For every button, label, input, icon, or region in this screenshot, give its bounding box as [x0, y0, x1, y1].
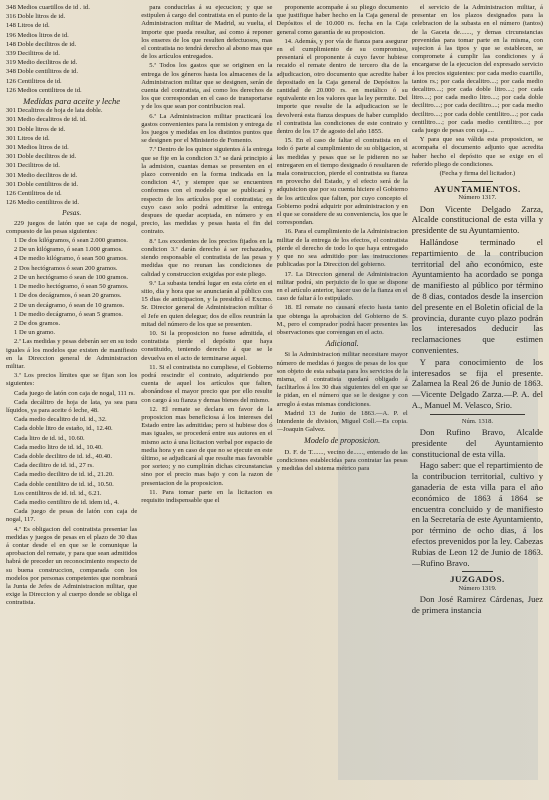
paragraph: Madrid 13 de Junio de 1863.—A. P. el Intendente de division, Miguel Coll.—Es copia.—Joaquin Galvez.: [276, 409, 408, 434]
notice-paragraph: Hago saber: que el repartimiento de la contribucion territorial, cultivo y ganaderia de esta villa para el año económico de 1863 á 1864 se encuentra concluido y de manifiesto en la Secretaría de este Ayuntamiento, por término de ocho dias, á los efectos prevenidos por la ley. Cabezas Rubias de Leon 12 de Junio de 1863.—Rufino Bravo.: [411, 460, 543, 568]
measure-item: 301 Medio decalitros de id. id.: [6, 116, 87, 124]
paragraph: 2 De un hectógramo ó sean de 100 gramos.: [14, 273, 129, 281]
measure-item: 301 Decalitros de hoja de lata doble.: [6, 107, 103, 115]
paragraph: 4.ª Es obligacion del contratista presentar las medidas y juegos de pesas en el plazo de 30 dias á contar desde el en que se le comunique la aprobacion del remate, y para que sean admitidos habrá de preceder un reconocimiento respecto de su buena construccion, comparada con los modelos por personas competentes que nombrará la Junta de Jefes de Administracion militar, que exige la Direccion y al cuerpo donde se obliga el contratista.: [6, 525, 138, 607]
paragraph: 2 De un decágramo, ó sean de 10 gramos.: [14, 301, 125, 309]
column-1-body: [6, 220, 137, 608]
paragraph: 10. Si la proposicion no fuese admitida, el contratista pierde el depósito que haya constituido, teniendo derecho á que se le devuelva en el acto de terminarse aquel.: [141, 329, 273, 362]
paragraph: 11. Para tomar parte en la licitacion es requisito indispensable que el: [141, 488, 273, 504]
measure-item: 348 Doble centilitros de id.: [6, 68, 78, 76]
paragraph: 7.ª Dentro de los quince siguientes á la entrega que se fije en la condicion 3.ª se dará principio á la admision, cuantas demas se presenten en el plazo convenido en la forma indicada en la condicion 4.ª, y siempre que se encuentren conformes con el modelo que se publicará y respecto de los artículos por el contratista; en cuyo caso solo podrá admitirse la entrega despues de quedar aceptada, en número y en precio, las medidas y pesas hasta el fin del contrato.: [141, 146, 273, 236]
paragraph: Cada doble litro de estaño, id., 12.40.: [14, 425, 113, 433]
paragraph: Cada juego de latón con caja de nogal, 111 rs.: [14, 389, 135, 397]
paragraph: 12. El remate se declara en favor de la proposicion mas beneficiosa á los intereses del Estado entre las admitidas; pero si hubiese dos ó mas iguales, se procederá entre sus autores en el mismo acto á una licitacion verbal por espacio de media hora y en caso de que no se ejecute en este último, se adjudicará al que resulte mas favorable por sorteo; y no cumplirán dichas circunstancias sino por el precio mas bajo y con la razon de presentacion de la proposicion.: [141, 405, 273, 487]
notice-1319: [412, 594, 543, 616]
paragraph: D. F. de T......., vecino de......, enterado de las condiciones establecidas para contratar las pesas y medidas del sistema métrico para: [276, 448, 408, 472]
paragraph: 14. Además, y por vía de fianza para asegurar en el cumplimiento de su compromiso, presentará el proponente á cuyo favor hubiese recaido el remate dentro de tercero dia de la adjudicacion, otro documento que acredite haber depositado en la Caja general de Depósitos la cantidad de 20.000 rs. en metálico ó su equivalente en los valores que la ley permite. Del importe que resulte de la adjudicacion se le devolverá esta fianza despues de haber cumplido el contratista las condiciones de este contrato y dentro de los 17 de agosto del año 1855.: [276, 37, 408, 136]
measure-item: 348 Medios cuartillos de id . id.: [6, 4, 90, 11]
notice-1319-text: Don José Ramirez Cárdenas, Juez de primera instancia: [411, 593, 543, 615]
paragraph: 1 De un gramo.: [14, 329, 56, 337]
notice-number-1317: Número 1317.: [458, 194, 497, 202]
paragraph: Adicional.: [325, 339, 359, 349]
notice-1317: [412, 204, 543, 411]
measure-item: 126 Medios centilitros de id.: [6, 86, 82, 94]
list-medidas-top: [6, 4, 137, 95]
column-2-body: [141, 4, 272, 505]
paragraph: 11. Si el contratista no cumpliese, el Gobierno podrá rescindir el contrato, adquiriendo por cuenta de aquel los artículos que falten, abonándose el mayor precio que por ello resulte con cargo á su fianza y demas bienes del mismo.: [141, 363, 273, 404]
columns: [6, 4, 543, 796]
paragraph: Cada medio decilitro de id. id., 21.20.: [14, 471, 114, 479]
paragraph: Si la Administracion militar necesitare mayor número de medidas ó juegos de pesas de los que son objeto de esta subasta para los servicios de la misma, el contratista quedará obligado á facilitarlos á los 30 dias siguientes del en que se le pidan, en el número que se le designe y con arreglo á estas mismas condiciones.: [276, 351, 408, 408]
notice-number-1318: Núm. 1318.: [461, 417, 494, 425]
paragraph: Los centilitros de id. id. id., 6.21.: [14, 489, 102, 497]
list-medidas-aceite: [6, 107, 137, 207]
column-4-body: [412, 4, 543, 178]
measure-item: 301 Medios litros de id.: [6, 144, 69, 152]
heading-pesas: Pesas.: [62, 208, 82, 218]
paragraph: Modelo de proposicion.: [304, 436, 381, 446]
notice-paragraph: Hallándose terminado el repartimiento de la contribucion territorial del año económico, este Ayuntamiento ha acordado se ponga de manifiesto al público por término de 8 dias, contados desde la insercion del presente en el Boletin oficial de la provincia, durante cuyo plazo podrán los interesados deducir las reclamaciones que estimen convenientes.: [411, 237, 543, 356]
measure-item: 301 Doble litros de id.: [6, 125, 66, 133]
measure-item: 316 Doble litros de id.: [6, 13, 66, 21]
paragraph: el servicio de la Administracion militar, á presentar en los plazos designados para la celebracion de la subasta en el número (tantos) de la Gaceta de......., y demas circunstancias prevenidas para tomar parte en la misma, con sujecion á las tipos y que se establecen, se compromete á cumplir las condiciones y á encargarse de la ejecucion del expresado servicio á los precios siguientes: por cada medio cuartillo, tantos rs.; por cada decalitro....; por cada medio decalitro....; por cada doble litro....; por cada litro....; por cada medio litro....; por cada doble decilitro....; por cada decilitro....; por cada medio decilitro....; por cada doble centilitro....; por cada centilitro....; por cada medio centilitro....; por cada juego de pesas con caja....: [411, 4, 543, 135]
column-1: [6, 4, 137, 796]
divider: [462, 181, 493, 182]
column-3-body: [277, 4, 408, 473]
paragraph: 1 De medio hectógramo, ó sean 50 gramos.: [14, 283, 129, 291]
paragraph: 3.ª Los precios límites que se fijan son los siguientes:: [6, 372, 138, 388]
paragraph: 229 juegos de latón que se caja de nogal, compuesto de las pesas siguientes:: [6, 219, 138, 235]
paragraph: Y para que sea válida esta proposicion, se acompaña el documento adjunto que acredita haber hecho el depósito que se exige en el referido pliego de condiciones.: [411, 136, 543, 168]
measure-item: 301 Doble centilitros de id.: [6, 180, 78, 188]
column-4: [412, 4, 543, 796]
measure-item: 126 Medio centilitros de id.: [6, 199, 80, 207]
section-ayuntamientos: AYUNTAMIENTOS.: [433, 184, 521, 195]
paragraph: Cada medio centilitro de id. idem id., 4.: [14, 498, 119, 506]
measure-item: 301 Doble decilitros de id.: [6, 153, 77, 161]
notice-paragraph: Don Rufino Bravo, Alcalde presidente del Ayuntamiento constitucional de esta villa.: [411, 427, 543, 459]
measure-item: 126 Centilitros de id.: [6, 77, 62, 85]
measure-item: 301 Litros de id.: [6, 134, 50, 142]
paragraph: Cada medio litro de id. id., 10.40.: [14, 443, 103, 451]
column-2: [141, 4, 272, 796]
paragraph: 2 De dos gramos.: [14, 319, 61, 327]
paragraph: Cada doble decilitro de id. id., 40.40.: [14, 452, 112, 460]
paragraph: 8.ª Los excedentes de los precios fijados en la condicion 3.ª darán derecho á ser rechazados, siendo responsable el contratista de las pesas y medidas que no reunan las condiciones de calidad y construccion exigidas por este pliego.: [141, 237, 273, 278]
notice-number-1319: Número 1319.: [458, 584, 497, 592]
measure-item: 339 Decilitros de id.: [6, 50, 60, 58]
paragraph: 5.ª Todos los gastos que se originen en la entrega de los géneros hasta los almacenes de la Administracion militar que se designen, serán de cuenta del contratista, así como los derechos de los que correspondan en el caso de transportarse y de los que sean por contribucion real.: [141, 62, 273, 111]
paragraph: Cada litro de id. id., 10.60.: [14, 434, 85, 442]
divider: [430, 414, 525, 415]
heading-medidas-aceite: Medidas para aceite y leche: [23, 96, 121, 107]
measure-item: 319 Medio decilitros de id.: [6, 59, 78, 67]
paragraph: 2 De un kilógramo, ó sean 1.000 gramos.: [14, 246, 123, 254]
paragraph: 2.ª Las medidas y pesas deberán ser en su todo iguales á los modelos que existen de manifiesto en la Direccion general de Administracion militar.: [6, 338, 138, 370]
paragraph: 17. La Direccion general de Administracion militar podrá, sin perjuicio de lo que se dispone en el artículo anterior, hacer uso de la fianza en el caso de faltar á lo estipulado.: [276, 270, 408, 303]
paragraph: para conducirlas á su ejecucion; y que se estipulen á cargo del contratista en el punto de la Administracion militar de Madrid, su vuelta, el importe que pueda resultar, así como á reponer los enseres de los que resulten defectuosos, mas el contratista no tendrá derecho al abono mas que de los artículos entregados.: [141, 4, 273, 61]
measure-item: 301 Medio decilitros de id.: [6, 171, 78, 179]
measure-item: 148 Doble decilitros de id.: [6, 40, 77, 48]
paragraph: 1 De dos kilógramos, ó sean 2.000 gramos.: [14, 237, 128, 245]
paragraph: 1 De dos decágramos, ó sean 20 gramos.: [14, 292, 122, 300]
paragraph: Cada medio decalitro de id. id., 32.: [14, 416, 107, 424]
section-juzgados: JUZGADOS.: [450, 574, 505, 585]
notice-1318: [412, 427, 543, 568]
paragraph: 16. Para el cumplimiento de la Administracion militar de la entrega de los efectos, el contratista pierde el derecho de todo lo que haya entregado y que no sea admitido por las instrucciones publicadas por la Direccion del gobierno.: [276, 228, 408, 269]
paragraph: 15. En el caso de faltar el contratista en el todo ó parte al cumplimiento de su obligacion, si las medidas y pesas que se le pidieren no se entregaren en el tiempo designado ó resultaren de mala construccion, pierde el contratista su fianza en provecho del Estado, y el efecto será de la adquisicion que por su cuenta hiciere el Gobierno de los articulos que falten, por cuyo concepto el Gobierno podrá adquirir por administracion y en el que se considere de su conveniencia, los que le correspondan.: [276, 137, 408, 227]
paragraph: Cada decálitro de hoja de lata, ya sea para líquidos, ya para aceite ó leche, 48.: [6, 398, 138, 414]
paragraph: proponente acompañe á su pliego documento que justifique haber hecho en la Caja general de Depósitos el de 10.000 rs. fecha en la Caja general como garantía de su proposicion.: [276, 4, 408, 36]
notice-paragraph: Y para conocimiento de los interesados se fija el presente. Zalamea la Real 26 de Junio de 1863.—Vicente Delgado Zarza.—P. A. del A., Manuel M. Velasco, Srio.: [411, 356, 543, 411]
measure-item: 126 Centilitros de id.: [6, 190, 62, 198]
paragraph: 6.ª La Administracion militar practicará los gastos convenientes para la remision y entrega de los juegos y medidas en los distintos puntos que se designen por el Ministerio de Fomento.: [141, 112, 273, 145]
paragraph: 2 Dos hectógramos ó sean 200 gramos.: [14, 264, 118, 272]
paragraph: Cada juego de pesas de latón con caja de nogal, 117.: [6, 508, 138, 524]
paragraph: 4 De medio kilógramo, ó sean 500 gramos.: [14, 255, 128, 263]
measure-item: 148 Litros de id.: [6, 22, 50, 30]
measure-item: 196 Medios litros de id.: [6, 31, 69, 39]
paragraph: 18. El remate no causará efecto hasta tanto que obtenga la aprobacion del Gobierno de S. M., pero el comprador podrá hacer presentes las observaciones que convengan en el acto.: [276, 304, 408, 336]
paragraph: Cada doble centilitro de id. id., 10.50.: [14, 480, 114, 488]
measure-item: 301 Decilitros de id.: [6, 162, 60, 170]
paragraph: 9.ª La subasta tendrá lugar en esta córte en el sitio, dia y hora que se anunciarán al público con 15 dias de anticipacion, y la presidirá el Excmo. Sr. Director general de Administracion militar ó el Jefe en quien delegue; dos de ellos reunirán la mitad del número de los que se presenten.: [141, 279, 273, 328]
column-3: [277, 4, 408, 796]
notice-paragraph: Don Vicente Delgado Zarza, Alcalde constitucional de esta villa y presidente de su Ayuntamiento.: [411, 203, 543, 236]
paragraph: (Fecha y firma del licitador.): [439, 170, 516, 178]
divider: [462, 571, 493, 572]
paragraph: Cada decilitro de id. id., 27 rs.: [14, 462, 94, 470]
paragraph: 1 De medio decágramo, ó sean 5 gramos.: [14, 310, 123, 318]
